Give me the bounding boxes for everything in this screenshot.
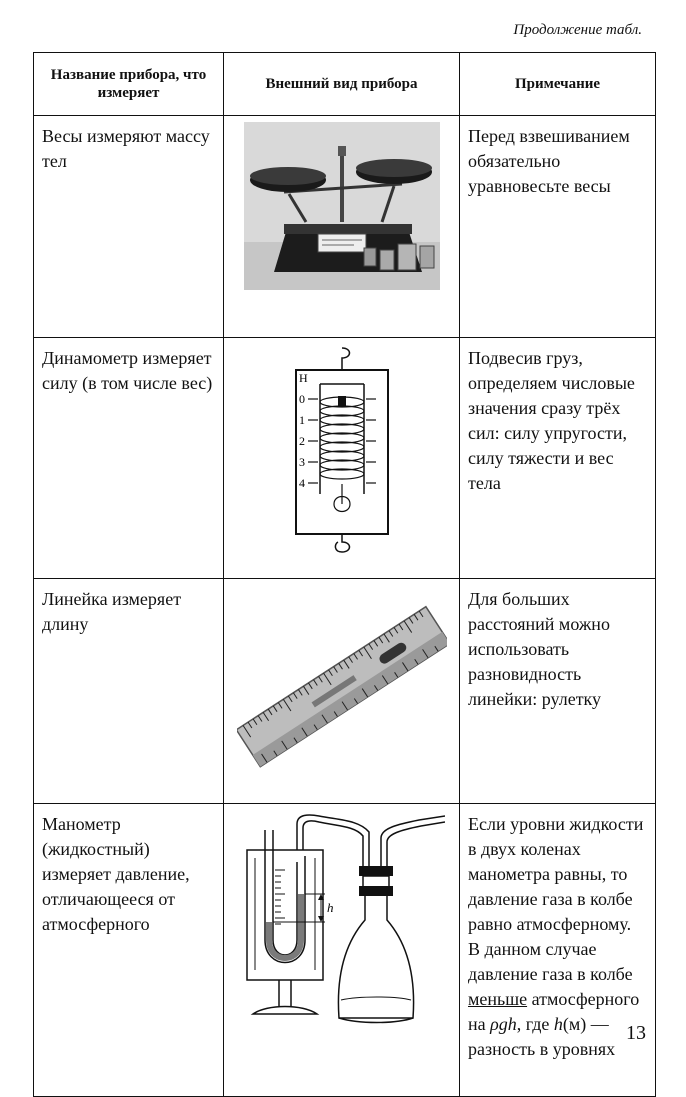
h-label: h bbox=[326, 900, 333, 915]
note-text: Если уровни жидкости в двух коленах манометра равны, то давление газа в колбе равно атмосферному. В данном случае давление газа в колбе bbox=[468, 814, 644, 984]
instruments-table bbox=[33, 52, 656, 1097]
instrument-image-cell bbox=[224, 116, 460, 338]
instrument-name: Динамометр измеряет силу (в том числе вес) bbox=[34, 338, 224, 579]
note-text: , где bbox=[516, 1014, 554, 1034]
instrument-note bbox=[460, 804, 656, 1097]
ruler-image bbox=[237, 585, 447, 781]
table-row bbox=[34, 579, 656, 804]
table-row bbox=[34, 804, 656, 1097]
note-text: атмосферного на bbox=[468, 989, 640, 1034]
balance-scale-image bbox=[244, 122, 440, 290]
note-variable: h bbox=[553, 1014, 563, 1034]
table-row bbox=[34, 116, 656, 338]
column-header-note: Примечание bbox=[460, 53, 656, 116]
table-row bbox=[34, 338, 656, 579]
instrument-image-cell bbox=[224, 579, 460, 804]
instrument-name: Манометр (жидкостный) измеряет давление, отличающееся от атмосферного bbox=[34, 804, 224, 1097]
instrument-note: Для больших расстояний можно использовать разновидность линейки: рулетку bbox=[460, 579, 656, 804]
instrument-note: Перед взвешиванием обязательно уравновесьте весы bbox=[460, 116, 656, 338]
note-text: (м) — разность в уровнях bbox=[468, 1014, 616, 1059]
instrument-name: Весы измеряют массу тел bbox=[34, 116, 224, 338]
dynamometer-scale-mark: 2 bbox=[298, 434, 305, 448]
column-header-name: Название прибора, что измеряет bbox=[34, 53, 224, 116]
instrument-note: Подвесив груз, определяем числовые значения сразу трёх сил: силу упругости, силу тяжести и вес тела bbox=[460, 338, 656, 579]
note-underlined-word: меньше bbox=[468, 989, 528, 1009]
table-header-row bbox=[34, 53, 656, 116]
instrument-name: Линейка измеряет длину bbox=[34, 579, 224, 804]
column-header-appearance: Внешний вид прибора bbox=[224, 53, 460, 116]
dynamometer-scale-unit: Н bbox=[298, 371, 308, 385]
continued-table-caption: Продолжение табл. bbox=[513, 22, 642, 38]
instrument-image-cell bbox=[224, 804, 460, 1097]
dynamometer-scale-mark: 4 bbox=[298, 476, 305, 490]
dynamometer-scale-mark: 3 bbox=[298, 455, 305, 469]
dynamometer-image bbox=[282, 344, 402, 554]
manometer-image bbox=[239, 810, 445, 1024]
note-formula: ρgh bbox=[490, 1014, 517, 1034]
dynamometer-scale-mark: 1 bbox=[298, 413, 305, 427]
page-number: 13 bbox=[626, 1022, 646, 1044]
dynamometer-scale-mark: 0 bbox=[298, 392, 305, 406]
instrument-image-cell bbox=[224, 338, 460, 579]
